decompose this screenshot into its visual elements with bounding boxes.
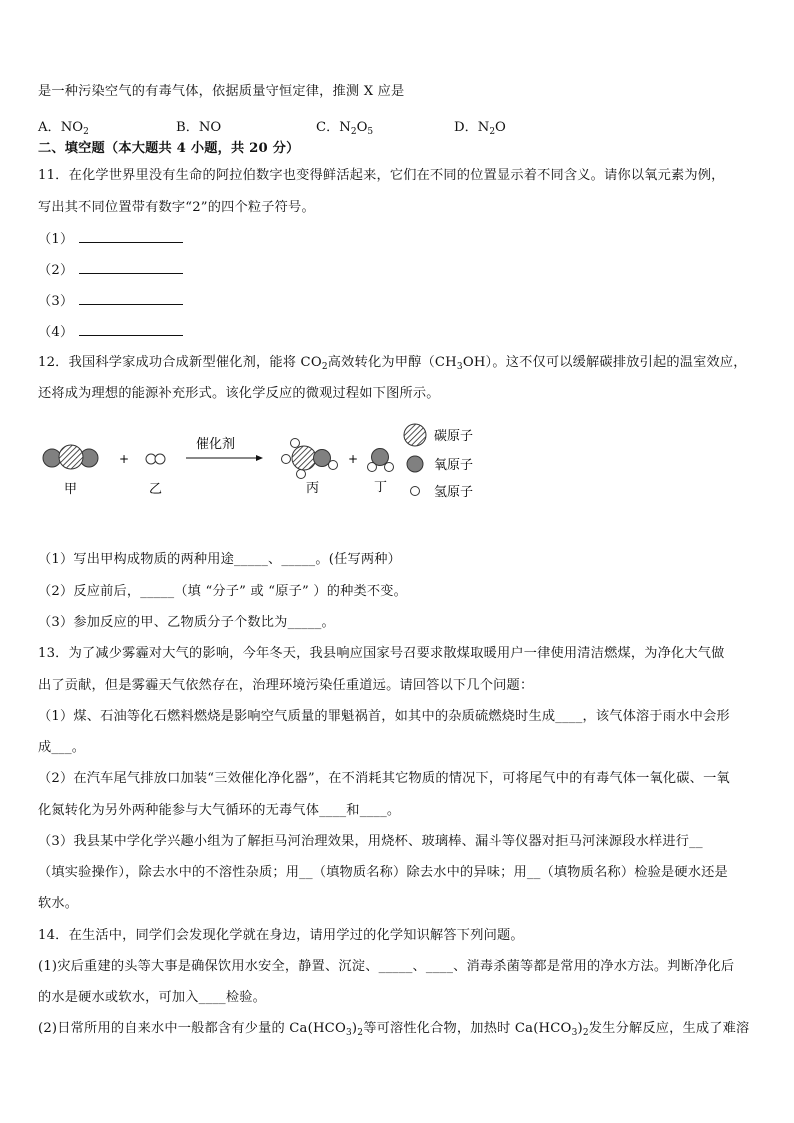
label-ding: 丁 (374, 480, 388, 495)
question-13-sub-3a: （3）我县某中学化学兴趣小组为了解拒马河治理效果，用烧杯、玻璃棒、漏斗等仪器对拒马河涞源段水样进行__ (38, 834, 703, 849)
question-13-sub-1b: 成___。 (38, 740, 86, 755)
option-b: B．NO (176, 120, 222, 135)
question-12-line-1: 12．我国科学家成功合成新型催化剂，能将 $CO_2$高效转化为甲醇$(CH_3OH)$。这不仅可以缓解碳排放引起的温室效应， (38, 355, 747, 372)
blank-line[interactable] (79, 323, 183, 336)
molecule-water (368, 449, 394, 472)
text-line: 是一种污染空气的有毒气体，依据质量守恒定律，推测 X 应是 (38, 84, 405, 99)
option-c: C．$N_2O_5$ (316, 120, 374, 137)
legend-hydrogen-icon (411, 487, 420, 496)
plus-sign: + (348, 452, 359, 466)
legend (404, 424, 473, 500)
question-12-line-2: 还将成为理想的能源补充形式。该化学反应的微观过程如下图所示。 (38, 386, 440, 401)
question-14-sub-1b: 的水是硬水或软水，可加入____检验。 (38, 990, 266, 1005)
legend-carbon-label: 碳原子 (434, 429, 474, 444)
question-12-sub-3: （3）参加反应的甲、乙物质分子个数比为_____。 (38, 615, 335, 630)
legend-hydrogen-label: 氢原子 (434, 485, 474, 500)
blank-line[interactable] (79, 292, 183, 305)
plus-sign: + (119, 452, 130, 466)
question-12-sub-2: （2）反应前后，_____（填 “分子” 或 “原子” ）的种类不变。 (38, 584, 408, 599)
answer-blank-4: （4） (38, 323, 183, 341)
question-11-line-1: 11．在化学世界里没有生命的阿拉伯数字也变得鲜活起来，它们在不同的位置显示着不同含义。请你以氧元素为例， (38, 168, 725, 183)
question-14-sub-2: (2)日常所用的自来水中一般都含有少量的 $Ca(HCO_3)_2$等可溶性化合物，加热时 $Ca(HCO_3)_2$发生分解反应，生成了难溶 (38, 1021, 750, 1038)
option-d: D．$N_2O$ (454, 120, 506, 137)
arrow-head (256, 455, 263, 461)
question-13-sub-1a: （1）煤、石油等化石燃料燃烧是影响空气质量的罪魁祸首，如其中的杂质硫燃烧时生成____，该气体溶于雨水中会形 (38, 709, 730, 724)
label-yi: 乙 (149, 482, 163, 497)
question-14-line: 14．在生活中，同学们会发现化学就在身边，请用学过的化学知识解答下列问题。 (38, 928, 524, 943)
question-13-sub-2a: （2）在汽车尾气排放口加装“三效催化净化器”，在不消耗其它物质的情况下，可将尾气中的有毒气体一氧化碳、一氧 (38, 771, 730, 786)
answer-blank-2: （2） (38, 261, 183, 279)
catalyst-label: 催化剂 (196, 437, 236, 452)
question-13-line-2: 出了贡献，但是雾霾天气依然存在，治理环境污染任重道远。请回答以下几个问题： (38, 678, 534, 693)
question-14-sub-1a: (1)灾后重建的头等大事是确保饮用水安全，静置、沉淀、_____、____、消毒杀菌等都是常用的净水方法。判断净化后 (38, 959, 735, 974)
blank-line[interactable] (79, 261, 183, 274)
question-12-sub-1: （1）写出甲构成物质的两种用途_____、_____。(任写两种） (38, 552, 402, 567)
question-13-sub-2b: 化氮转化为另外两种能参与大气循环的无毒气体____和____。 (38, 803, 401, 818)
answer-blank-1: （1） (38, 230, 183, 248)
option-a: A．$NO_2$ (38, 120, 89, 137)
question-13-sub-3c: 软水。 (38, 896, 79, 911)
molecule-h2 (146, 454, 165, 464)
reaction-diagram (0, 415, 560, 507)
label-jia: 甲 (64, 482, 78, 497)
question-13-sub-3b: （填实验操作），除去水中的不溶性杂质；用__（填物质名称）除去水中的异味；用__（填物质名称）检验是硬水还是 (38, 865, 728, 880)
question-13-line-1: 13．为了减少雾霾对大气的影响，今年冬天，我县响应国家号召要求散煤取暖用户一律使用清洁燃煤，为净化大气做 (38, 646, 725, 661)
label-bing: 丙 (306, 481, 320, 496)
answer-blank-3: （3） (38, 292, 183, 310)
question-11-line-2: 写出其不同位置带有数字“2”的四个粒子符号。 (38, 200, 315, 215)
blank-line[interactable] (79, 230, 183, 243)
section-heading: 二、填空题（本大题共 4 小题，共 20 分） (38, 141, 300, 156)
legend-oxygen-label: 氧原子 (434, 458, 474, 473)
legend-carbon-icon (404, 424, 426, 446)
molecule-methanol (282, 439, 338, 479)
molecule-co2 (43, 445, 98, 469)
legend-oxygen-icon (407, 456, 423, 472)
